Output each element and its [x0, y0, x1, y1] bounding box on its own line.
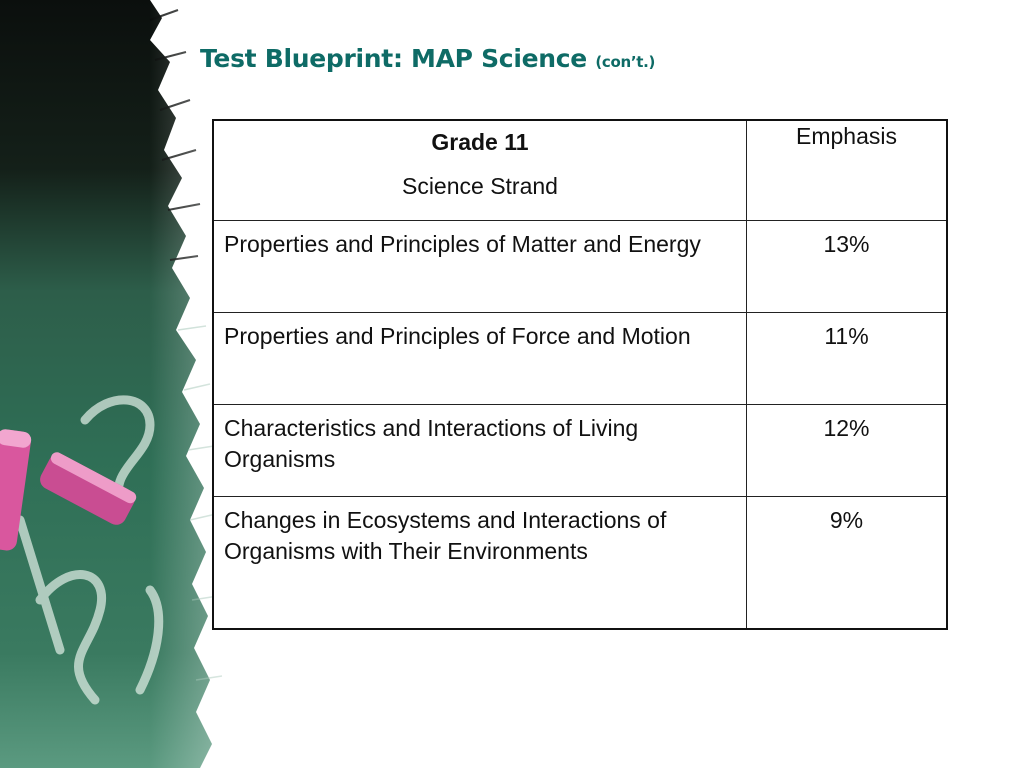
blueprint-table [212, 119, 948, 630]
strand-header-cell [213, 120, 746, 220]
emphasis-cell: 13% [746, 220, 947, 312]
chalkboard-decoration [0, 0, 230, 768]
title-continued-label: (con’t.) [595, 53, 656, 71]
emphasis-cell: 11% [746, 312, 947, 404]
table-row [213, 220, 947, 312]
strand-cell: Changes in Ecosystems and Interactions of Organisms with Their Environments [213, 496, 746, 629]
strand-cell: Properties and Principles of Matter and Energy [213, 220, 746, 312]
table-row [213, 312, 947, 404]
science-strand-header: Science Strand [401, 173, 558, 199]
strand-cell: Properties and Principles of Force and Motion [213, 312, 746, 404]
slide-title [200, 44, 655, 73]
grade-label: Grade 11 [431, 129, 529, 155]
emphasis-cell: 12% [746, 404, 947, 496]
emphasis-cell: 9% [746, 496, 947, 629]
emphasis-header: Emphasis [746, 120, 947, 220]
table-row [213, 496, 947, 629]
title-text: Test Blueprint: MAP Science [200, 44, 587, 73]
table-row [213, 404, 947, 496]
table-header-row [213, 120, 947, 220]
strand-cell: Characteristics and Interactions of Living Organisms [213, 404, 746, 496]
